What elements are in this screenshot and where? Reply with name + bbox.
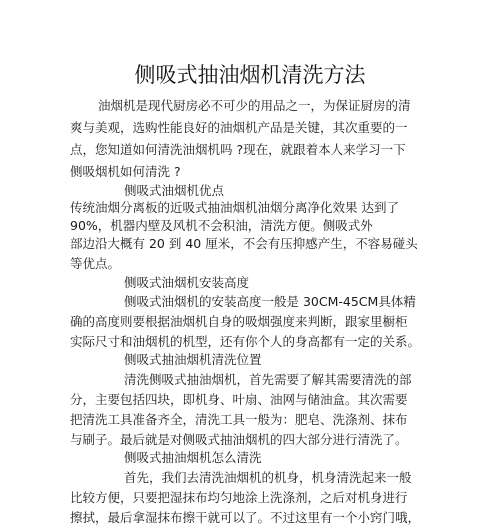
paragraph-line: 部边沿大概有 20 到 40 厘米，不会有压抑感产生，不容易碰头 (70, 236, 418, 251)
paragraph-line: 清洗侧吸式抽油烟机，首先需要了解其需要清洗的部 (124, 372, 412, 387)
paragraph-line: 确的高度则要根据油烟机自身的吸烟强度来判断，跟家里橱柜 (70, 314, 408, 329)
section-heading-how-to-clean: 侧吸式抽油烟机怎么清洗 (124, 450, 262, 465)
section-heading-advantages: 侧吸式油烟机优点 (124, 183, 225, 198)
paragraph-line: 油烟机是现代厨房必不可少的用品之一，为保证厨房的清 (98, 98, 411, 113)
paragraph-line: 传统油烟分离板的近吸式抽油烟机油烟分离净化效果 达到了 (70, 200, 399, 215)
paragraph-line: 擦拭，最后拿湿抹布擦干就可以了。不过这里有一个小窍门哦， (70, 510, 421, 525)
paragraph-line: 首先，我们去清洗油烟机的机身，机身清洗起来一般 (124, 470, 412, 485)
paragraph-line: 侧吸式油烟机的安装高度一般是 30CM-45CM具体精 (124, 294, 416, 309)
document-title: 侧吸式抽油烟机清洗方法 (134, 63, 366, 87)
paragraph-line: 侧吸烟机如何清洗 ? (70, 164, 181, 179)
paragraph-line: 点，您知道如何清洗油烟机吗 ?现在，就跟着本人来学习一下 (70, 142, 406, 157)
paragraph-line: 等优点。 (70, 256, 121, 271)
paragraph-line: 爽与美观，选购性能良好的油烟机产品是关键，其次重要的一 (70, 120, 408, 135)
section-heading-cleaning-position: 侧吸式抽油烟机清洗位置 (124, 352, 262, 367)
paragraph-line: 把清洗工具准备齐全，清洗工具一般为：肥皂、洗涤剂、抹布 (70, 412, 408, 427)
section-heading-install-height: 侧吸式油烟机安装高度 (124, 275, 250, 290)
paragraph-line: 分，主要包括四块，即机身、叶扇、油网与储油盒。其次需要 (70, 392, 408, 407)
paragraph-line: 实际尺寸和油烟机的机型，还有你个人的身高都有一定的关系。 (70, 334, 421, 349)
paragraph-line: 比较方便，只要把湿抹布均匀地涂上洗涤剂，之后对机身进行 (70, 490, 408, 505)
paragraph-line: 与刷子。最后就是对侧吸式抽油烟机的四大部分进行清洗了。 (70, 432, 408, 447)
paragraph-line: 90%，机器内壁及风机不会积油，清洗方便。侧吸式外 (70, 218, 373, 233)
